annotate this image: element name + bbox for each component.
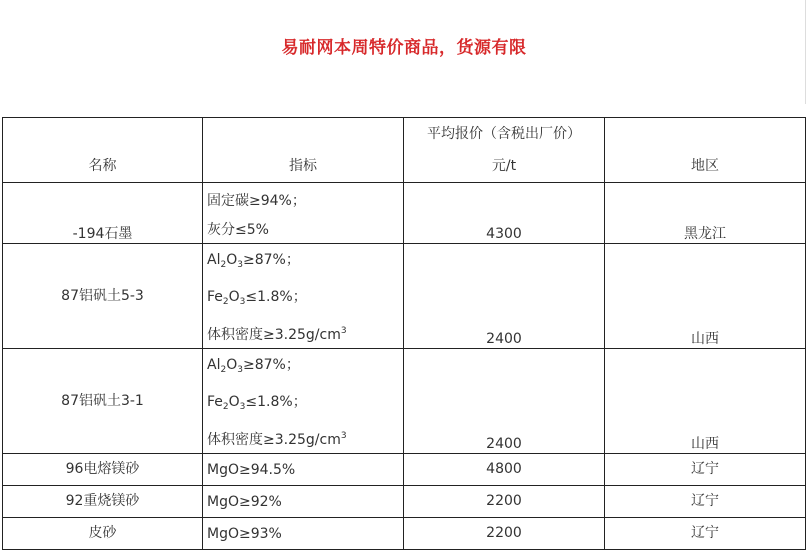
product-price: 2400 bbox=[404, 244, 605, 349]
product-spec: MgO≥94.5% bbox=[203, 454, 404, 486]
spec-line: 灰分≤5% bbox=[207, 222, 269, 238]
spec-line-density: 体积密度$\ge 3.25g/cm^3$ bbox=[207, 326, 347, 343]
table-row bbox=[3, 518, 806, 550]
spec-line-al2o3: $Al_2O_3\ge 87\%$； bbox=[207, 252, 300, 270]
page-title: 易耐网本周特价商品，货源有限 bbox=[281, 38, 527, 58]
product-region: 辽宁 bbox=[605, 486, 806, 518]
product-spec bbox=[203, 183, 404, 244]
table-row bbox=[3, 244, 806, 349]
product-name: 92重烧镁砂 bbox=[3, 486, 203, 518]
product-name: 87铝矾土5-3 bbox=[3, 244, 203, 349]
header-price-line2: 元/t bbox=[491, 158, 517, 174]
product-region: 辽宁 bbox=[605, 454, 806, 486]
product-spec: MgO≥92% bbox=[203, 486, 404, 518]
header-spec: 指标 bbox=[203, 118, 404, 183]
product-region: 山西 bbox=[605, 244, 806, 349]
product-name: 皮砂 bbox=[3, 518, 203, 550]
header-name: 名称 bbox=[3, 118, 203, 183]
spec-line-al2o3: $Al_2O_3\ge 87\%$； bbox=[207, 357, 300, 375]
product-price: 2200 bbox=[404, 518, 605, 550]
spec-line-fe2o3: $Fe_2O_3\le 1.8\%$； bbox=[207, 289, 307, 307]
spec-line-density: 体积密度$\ge 3.25g/cm^3$ bbox=[207, 431, 347, 448]
product-price: 2400 bbox=[404, 349, 605, 454]
table-header-row bbox=[3, 118, 806, 183]
header-region: 地区 bbox=[605, 118, 806, 183]
product-name: -194石墨 bbox=[3, 183, 203, 244]
product-spec: MgO≥93% bbox=[203, 518, 404, 550]
product-price: 2200 bbox=[404, 486, 605, 518]
table-row bbox=[3, 349, 806, 454]
product-region: 黑龙江 bbox=[605, 183, 806, 244]
spec-line: 固定碳≥94%； bbox=[207, 193, 306, 209]
table-row bbox=[3, 454, 806, 486]
product-spec bbox=[203, 349, 404, 454]
table-row bbox=[3, 183, 806, 244]
price-table bbox=[2, 117, 806, 550]
header-price-line1: 平均报价（含税出厂价） bbox=[427, 126, 581, 142]
product-name: 87铝矾土3-1 bbox=[3, 349, 203, 454]
table-row bbox=[3, 486, 806, 518]
product-spec bbox=[203, 244, 404, 349]
spec-line-fe2o3: $Fe_2O_3\le 1.8\%$； bbox=[207, 394, 307, 412]
product-name: 96电熔镁砂 bbox=[3, 454, 203, 486]
product-region: 山西 bbox=[605, 349, 806, 454]
product-region: 辽宁 bbox=[605, 518, 806, 550]
header-price bbox=[404, 118, 605, 183]
product-price: 4300 bbox=[404, 183, 605, 244]
product-price: 4800 bbox=[404, 454, 605, 486]
